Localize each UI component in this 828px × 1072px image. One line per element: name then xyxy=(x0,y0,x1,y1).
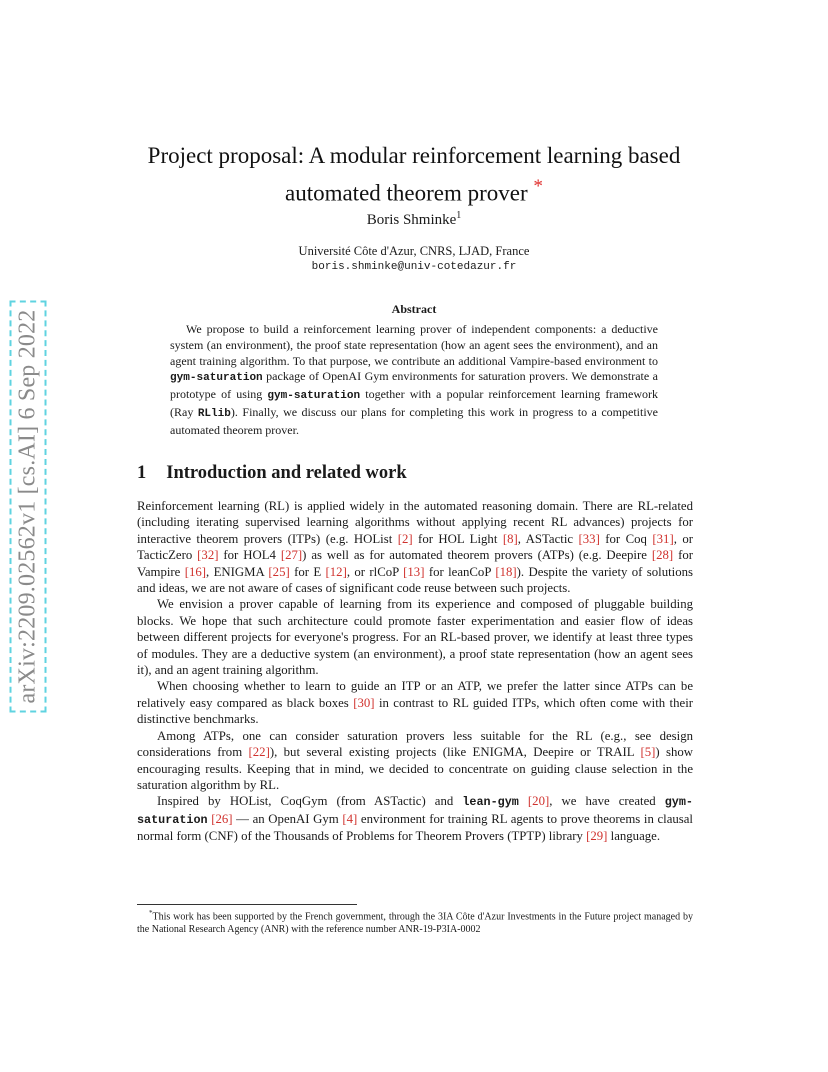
abstract-text: We propose to build a reinforcement learning prover of independent components: a deductive system (an environment), the proof state representation (how an agent sees the environment), and an agent training algorithm. To that purpose, we contribute an additional Vampire-based environment to gym-saturation package of OpenAI Gym environments for saturation provers. We demonstrate a prototype of using gym-saturation together with a popular reinforcement learning framework (Ray RLlib). Finally, we discuss our plans for completing this work in progress to a competitive automated theorem prover. xyxy=(170,322,659,437)
title-line-1: Project proposal: A modular reinforcement learning based xyxy=(147,143,681,168)
citation-link[interactable]: [28] xyxy=(651,548,674,563)
citation-link[interactable]: [2] xyxy=(397,531,413,546)
code-rllib: RLlib xyxy=(197,407,231,420)
abstract-heading: Abstract xyxy=(391,302,437,316)
code-lean-gym: lean-gym xyxy=(462,795,519,810)
citation-link[interactable]: [26] xyxy=(211,811,233,826)
arxiv-identifier[interactable] xyxy=(9,276,47,736)
section-title: Introduction and related work xyxy=(166,463,407,483)
citation-link[interactable]: [20] xyxy=(527,794,550,809)
paragraph-4: Among ATPs, one can consider saturation provers less suitable for the RL (e.g., see design considerations from [22]), but several existing projects (like ENIGMA, Deepire or TRAIL [5]) show encouraging results. Keeping that in mind, we decided to concentrate on guiding clause selection in the saturation algorithm by RL. xyxy=(137,728,693,792)
paragraph-1: Reinforcement learning (RL) is applied widely in the automated reasoning domain. There are RL-related (including iterating supervised learning algorithms without applying recent RL advances) projects for interactive theorem provers (ITPs) (e.g. HOList [2] for HOL Light [8], ASTactic [33] for Coq [31], or TacticZero [32] for HOL4 [27]) as well as for automated theorem provers (ATPs) (e.g. Deepire [28] for Vampire [16], ENIGMA [25] for E [12], or rlCoP [13] for leanCoP [18]). Despite the variety of solutions and ideas, we are not aware of cases of significant code reuse between such projects. xyxy=(137,499,694,596)
title-line-2: automated theorem prover * xyxy=(284,176,543,206)
footnote-divider xyxy=(137,904,357,905)
title-footnote-mark[interactable]: * xyxy=(533,176,543,197)
code-gym-saturation: gym-saturation xyxy=(137,795,693,827)
affiliation: Université Côte d'Azur, CNRS, LJAD, France xyxy=(298,244,530,258)
code-gym-saturation: gym-saturation xyxy=(267,390,361,403)
citation-link[interactable]: [12] xyxy=(325,564,347,579)
citation-link[interactable]: [30] xyxy=(353,695,375,710)
citation-link[interactable]: [25] xyxy=(268,564,290,579)
paragraph-3: When choosing whether to learn to guide an ITP or an ATP, we prefer the latter since ATPs can be relatively easy compared as black boxes [30] in contrast to RL guided ITPs, which often come with their distinctive benchmarks. xyxy=(137,679,694,727)
code-gym-saturation: gym-saturation xyxy=(170,372,263,385)
footnote xyxy=(137,907,693,936)
arxiv-id-text[interactable]: arXiv:2209.02562v1 [cs.AI] 6 Sep 2022 xyxy=(13,303,44,709)
citation-link[interactable]: [16] xyxy=(184,564,207,579)
citation-link[interactable]: [31] xyxy=(652,531,674,546)
author-email: boris.shminke@univ-cotedazur.fr xyxy=(311,261,517,273)
footnote-mark: * xyxy=(149,909,153,917)
author-name: Boris Shminke xyxy=(366,212,457,228)
footnote-text: This work has been supported by the French government, through the 3IA Côte d'Azur Investments in the Future project managed by the National Research Agency (ANR) with the reference number ANR-19-P3IA-0002 xyxy=(137,911,693,936)
citation-link[interactable]: [32] xyxy=(197,548,219,563)
citation-link[interactable]: [8] xyxy=(502,531,518,546)
section-body xyxy=(137,498,693,845)
author xyxy=(0,210,828,229)
paragraph-5: Inspired by HOList, CoqGym (from ASTactic) and lean-gym [20], we have created gym-saturation [26] — an OpenAI Gym [4] environment for training RL agents to prove theorems in clausal normal form (CNF) of the Thousands of Problems for Theorem Provers (TPTP) library [29] language. xyxy=(137,794,693,844)
section-heading xyxy=(137,463,407,484)
section-number: 1 xyxy=(137,463,147,483)
citation-link[interactable]: [29] xyxy=(586,829,608,844)
paper-title xyxy=(100,140,728,209)
citation-link[interactable]: [33] xyxy=(578,531,600,546)
citation-link[interactable]: [22] xyxy=(248,745,270,760)
citation-link[interactable]: [27] xyxy=(280,548,303,563)
paragraph-2: We envision a prover capable of learning from its experience and composed of pluggable building blocks. We hope that such architecture could promote faster experimentation and easier flow of ideas between different projects for everyone's progress. For an RL-based prover, we identify at least three types of modules. They are a deductive system (an environment), a proof state representation (how an agent sees it), and an agent training algorithm. xyxy=(137,597,693,678)
citation-link[interactable]: [4] xyxy=(342,811,358,826)
citation-link[interactable]: [5] xyxy=(640,745,656,760)
citation-link[interactable]: [18] xyxy=(495,564,517,579)
author-affiliation-mark: 1 xyxy=(456,210,462,221)
citation-link[interactable]: [13] xyxy=(403,564,425,579)
